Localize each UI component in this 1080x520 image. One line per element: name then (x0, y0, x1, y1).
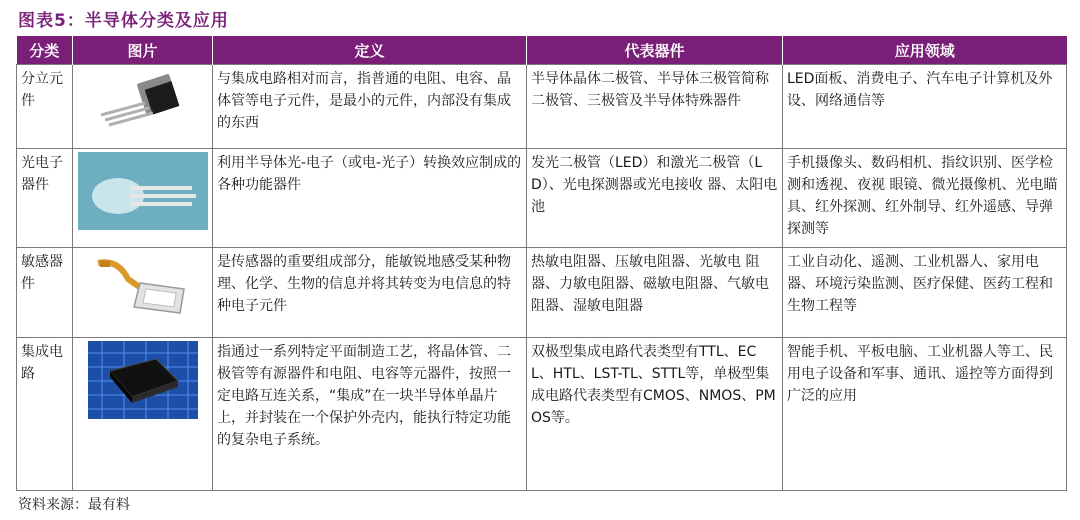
header-image: 图片 (73, 36, 213, 65)
applications-cell: LED面板、消费电子、汽车电子计算机及外设、网络通信等 (783, 65, 1067, 149)
transistor-to220-icon (93, 68, 193, 128)
table-row (17, 65, 1067, 149)
optocoupler-led-icon (78, 152, 208, 230)
applications-cell: 工业自动化、遥测、工业机器人、家用电器、环境污染监测、医疗保健、医药工程和生物工程等 (783, 248, 1067, 338)
table-header-row (17, 36, 1067, 65)
devices-cell: 半导体晶体二极管、半导体三极管简称二极管、三极管及半导体特殊器件 (527, 65, 783, 149)
flex-sensor-icon (88, 251, 198, 321)
table-row (17, 248, 1067, 338)
header-category: 分类 (17, 36, 73, 65)
devices-cell: 双极型集成电路代表类型有TTL、ECL、HTL、LST-TL、STTL等，单极型集成电路代表类型有CMOS、NMOS、PMOS等。 (527, 338, 783, 491)
category-cell: 敏感器件 (17, 248, 73, 338)
definition-cell: 利用半导体光-电子（或电-光子）转换效应制成的各种功能器件 (213, 149, 527, 248)
table-row (17, 149, 1067, 248)
image-cell (73, 248, 213, 338)
source-note: 资料来源：最有料 (18, 497, 130, 513)
applications-cell: 智能手机、平板电脑、工业机器人等工、民用电子设备和军事、通讯、遥控等方面得到广泛的应用 (783, 338, 1067, 491)
header-devices: 代表器件 (527, 36, 783, 65)
chip-package-icon (88, 341, 198, 419)
image-cell (73, 338, 213, 491)
header-applications: 应用领域 (783, 36, 1067, 65)
semiconductor-classification-table (16, 36, 1067, 491)
definition-cell: 指通过一系列特定平面制造工艺，将晶体管、二极管等有源器件和电阻、电容等元器件，按照一定电路互连关系，“集成”在一块半导体单晶片上，并封装在一个保护外壳内，能执行特定功能的复杂电子系统。 (213, 338, 527, 491)
image-cell (73, 65, 213, 149)
image-cell (73, 149, 213, 248)
definition-cell: 与集成电路相对而言，指普通的电阻、电容、晶体管等电子元件，是最小的元件，内部没有集成的东西 (213, 65, 527, 149)
category-cell: 光电子器件 (17, 149, 73, 248)
figure-title: 图表5：半导体分类及应用 (18, 11, 229, 31)
header-definition: 定义 (213, 36, 527, 65)
table-row (17, 338, 1067, 491)
category-cell: 集成电路 (17, 338, 73, 491)
devices-cell: 热敏电阻器、压敏电阻器、光敏电 阻器、力敏电阻器、磁敏电阻器、气敏电阻器、湿敏电阻器 (527, 248, 783, 338)
applications-cell: 手机摄像头、数码相机、指纹识别、医学检测和透视、夜视 眼镜、微光摄像机、光电瞄具、红外探测、红外制导、红外遥感、导弹探测等 (783, 149, 1067, 248)
devices-cell: 发光二极管（LED）和激光二极管（LD）、光电探测器或光电接收 器、太阳电池 (527, 149, 783, 248)
category-cell: 分立元件 (17, 65, 73, 149)
definition-cell: 是传感器的重要组成部分，能敏锐地感受某种物理、化学、生物的信息并将其转变为电信息的特种电子元件 (213, 248, 527, 338)
